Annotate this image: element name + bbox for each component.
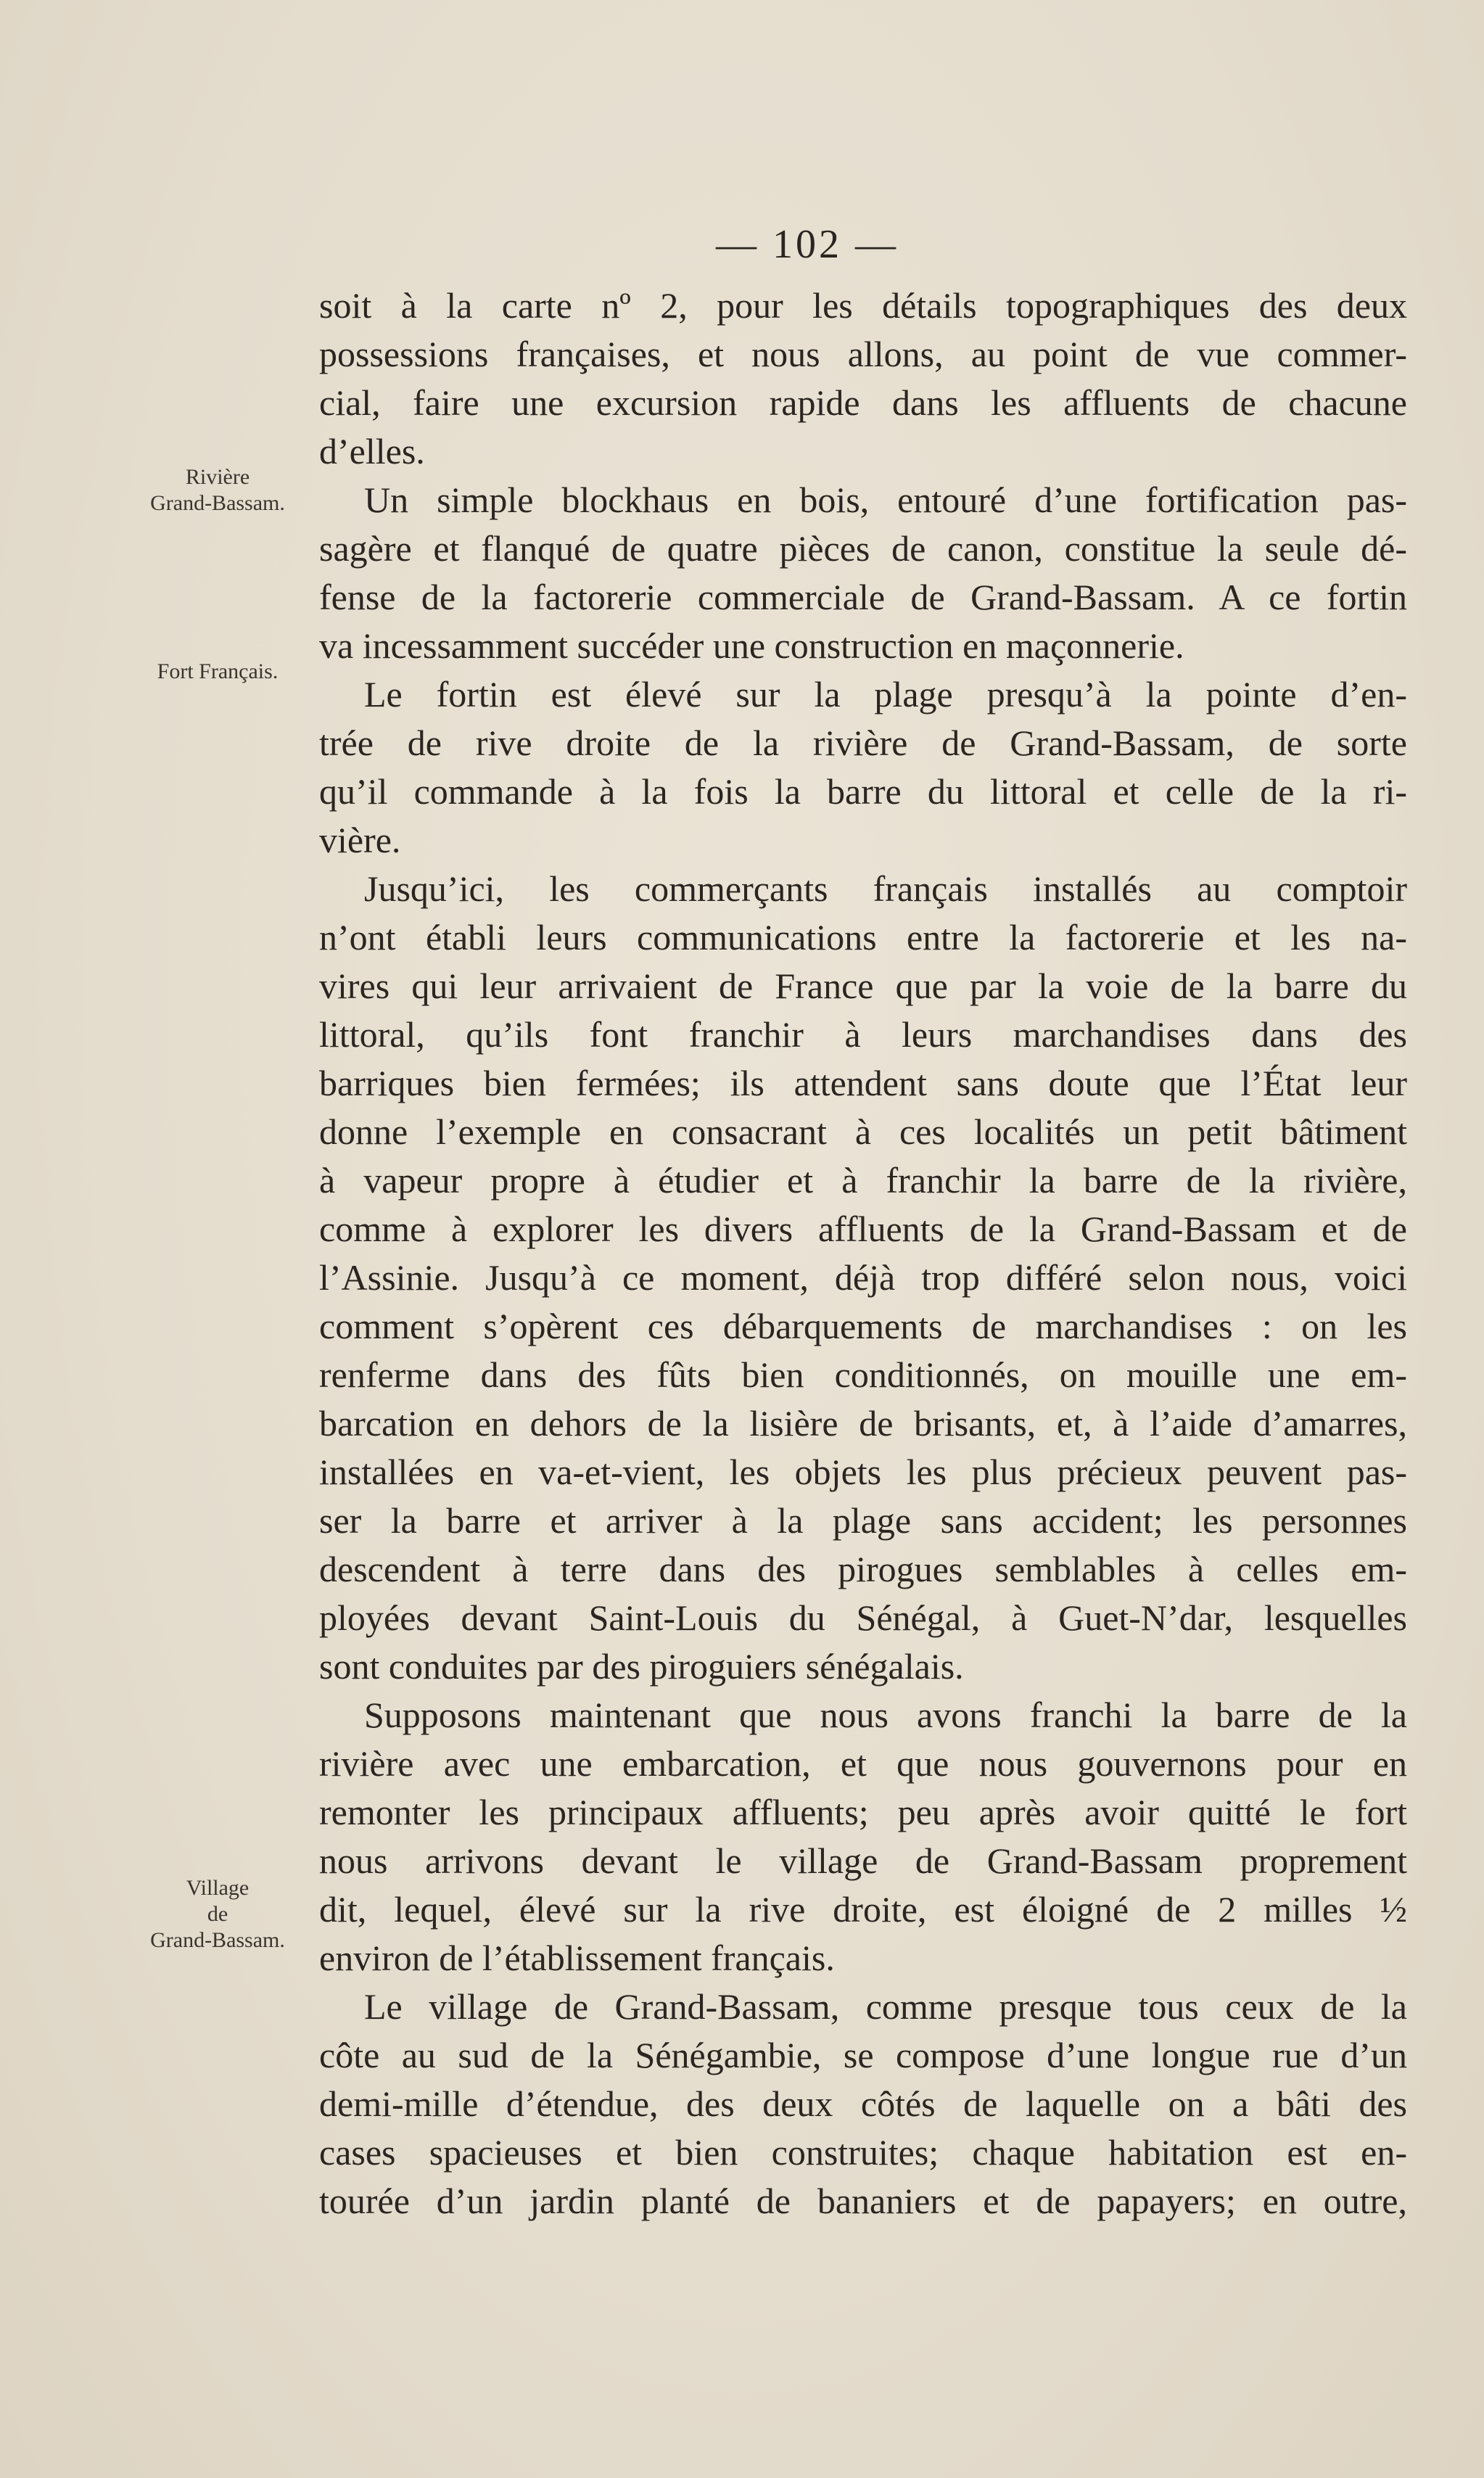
text-line: donne l’exemple en consacrant à ces localités un petit bâtiment xyxy=(319,1111,1407,1152)
text-line: soit à la carte nº 2, pour les détails topographiques des deux xyxy=(319,285,1407,326)
text-line: barcation en dehors de la lisière de brisants, et, à l’aide d’amarres, xyxy=(319,1403,1407,1444)
margin-note-fort xyxy=(109,659,326,685)
text-line: possessions françaises, et nous allons, au point de vue commer- xyxy=(319,334,1407,374)
text-line: fense de la factorerie commerciale de Grand-Bassam. A ce fortin xyxy=(319,577,1407,617)
text-line: rivière avec une embarcation, et que nous gouvernons pour en xyxy=(319,1743,1407,1784)
text-line: d’elles. xyxy=(319,431,425,472)
margin-note-riviere xyxy=(109,464,326,516)
text-line: Supposons maintenant que nous avons franchi la barre de la xyxy=(364,1695,1407,1735)
margin-note-line: Village xyxy=(186,1876,250,1900)
text-line: littoral, qu’ils font franchir à leurs marchandises dans des xyxy=(319,1014,1407,1055)
text-line: dit, lequel, élevé sur la rive droite, est éloigné de 2 milles ½ xyxy=(319,1889,1407,1930)
text-line: renferme dans des fûts bien conditionnés, on mouille une em- xyxy=(319,1354,1407,1395)
text-line: sont conduites par des piroguiers sénégalais. xyxy=(319,1646,964,1687)
text-line: l’Assinie. Jusqu’à ce moment, déjà trop différé selon nous, voici xyxy=(319,1257,1407,1298)
text-line: cases spacieuses et bien construites; chaque habitation est en- xyxy=(319,2132,1407,2173)
text-line: nous arrivons devant le village de Grand-Bassam proprement xyxy=(319,1840,1407,1881)
text-line: comment s’opèrent ces débarquements de marchandises : on les xyxy=(319,1306,1407,1346)
text-line: demi-mille d’étendue, des deux côtés de laquelle on a bâti des xyxy=(319,2083,1407,2124)
text-line: sagère et flanqué de quatre pièces de canon, constitue la seule dé- xyxy=(319,528,1407,569)
text-line: n’ont établi leurs communications entre la factorerie et les na- xyxy=(319,917,1407,958)
page-number: — 102 — xyxy=(716,222,899,267)
text-line: comme à explorer les divers affluents de la Grand-Bassam et de xyxy=(319,1209,1407,1249)
text-line: Un simple blockhaus en bois, entouré d’une fortification pas- xyxy=(364,479,1407,520)
text-line: descendent à terre dans des pirogues semblables à celles em- xyxy=(319,1549,1407,1589)
text-line: à vapeur propre à étudier et à franchir la barre de la rivière, xyxy=(319,1160,1407,1201)
text-line: Le village de Grand-Bassam, comme presque tous ceux de la xyxy=(364,1986,1407,2027)
text-line: ployées devant Saint-Louis du Sénégal, à Guet-N’dar, lesquelles xyxy=(319,1597,1407,1638)
text-line: qu’il commande à la fois la barre du littoral et celle de la ri- xyxy=(319,771,1407,812)
text-line: barriques bien fermées; ils attendent sans doute que l’État leur xyxy=(319,1063,1407,1103)
text-line: Le fortin est élevé sur la plage presqu’à la pointe d’en- xyxy=(364,674,1407,715)
text-line: remonter les principaux affluents; peu après avoir quitté le fort xyxy=(319,1792,1407,1832)
margin-note-line: Grand-Bassam. xyxy=(150,491,285,515)
margin-note-line: Fort Français. xyxy=(157,659,279,683)
text-line: Jusqu’ici, les commerçants français installés au comptoir xyxy=(364,868,1407,909)
text-line: cial, faire une excursion rapide dans les affluents de chacune xyxy=(319,382,1407,423)
margin-note-line: de xyxy=(207,1902,228,1926)
body-text xyxy=(319,281,1407,2226)
text-line: vière. xyxy=(319,820,401,860)
margin-note-village xyxy=(109,1875,326,1954)
text-line: vires qui leur arrivaient de France que par la voie de la barre du xyxy=(319,966,1407,1006)
text-line: côte au sud de la Sénégambie, se compose d’une longue rue d’un xyxy=(319,2035,1407,2075)
text-line: va incessamment succéder une construction en maçonnerie. xyxy=(319,625,1184,666)
margin-note-line: Rivière xyxy=(185,465,250,489)
text-line: installées en va-et-vient, les objets les plus précieux peuvent pas- xyxy=(319,1452,1407,1492)
text-line: tourée d’un jardin planté de bananiers et de papayers; en outre, xyxy=(319,2181,1407,2221)
margin-note-line: Grand-Bassam. xyxy=(150,1928,285,1952)
text-line: environ de l’établissement français. xyxy=(319,1938,835,1978)
text-line: ser la barre et arriver à la plage sans accident; les personnes xyxy=(319,1500,1407,1541)
text-line: trée de rive droite de la rivière de Grand-Bassam, de sorte xyxy=(319,723,1407,763)
